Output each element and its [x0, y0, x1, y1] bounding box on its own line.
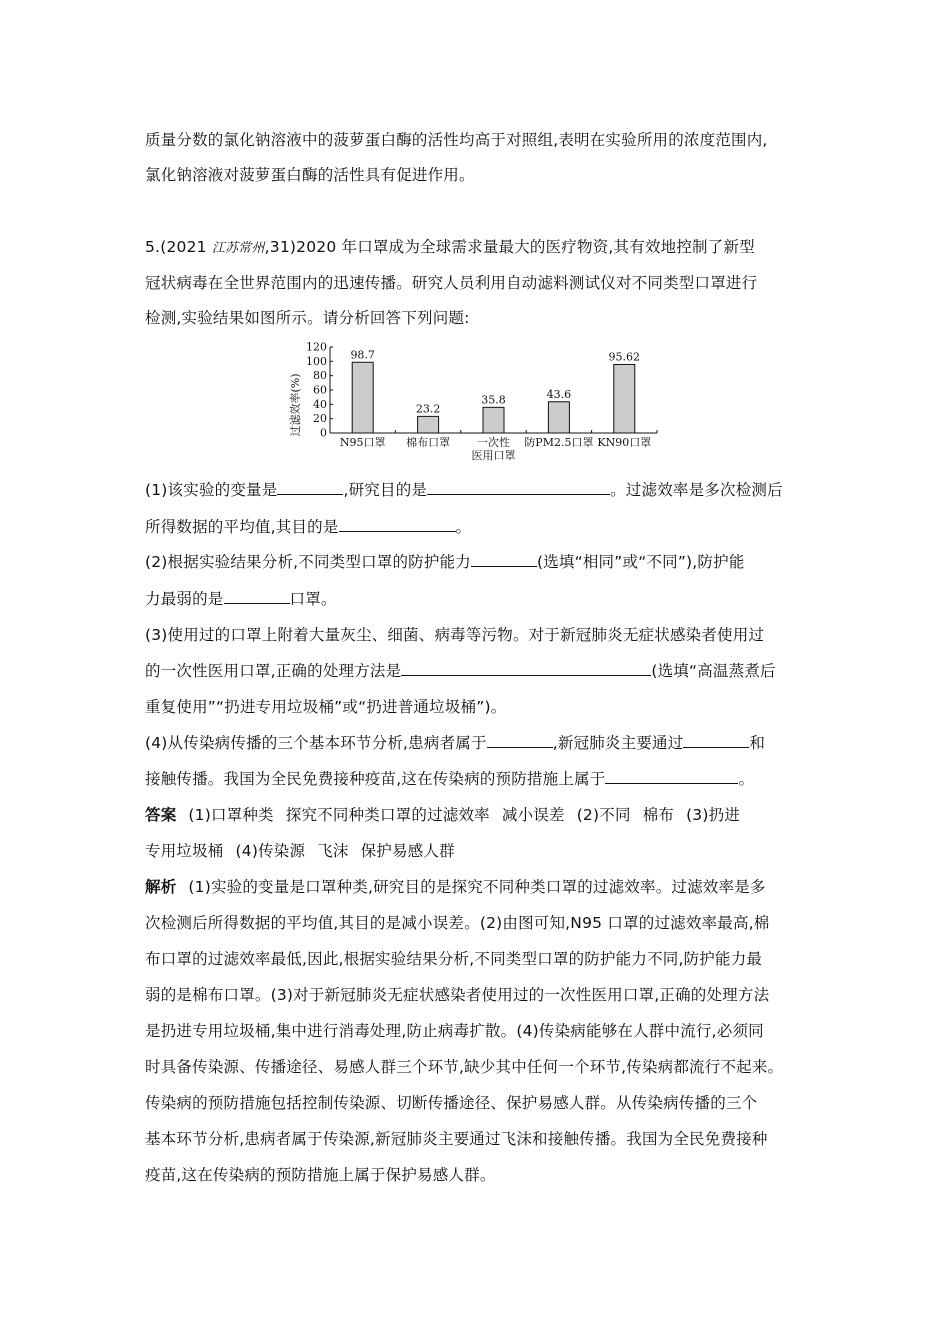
question-stem-line-2: 冠状病毒在全世界范围内的迅速传播。研究人员利用自动滤料测试仪对不同类型口罩进行: [145, 274, 758, 292]
q2-line-1: [145, 550, 745, 572]
q2-blank-weakest[interactable]: [224, 589, 290, 604]
y-tick-label: 120: [306, 340, 327, 354]
q1-line-2: [145, 515, 471, 537]
answer-label: 答案: [145, 806, 177, 824]
analysis-line-3: 布口罩的过滤效率最低,因此,根据实验结果分析,不同类型口罩的防护能力不同,防护能力最: [145, 950, 763, 968]
answer-item-6: (3)扔进: [686, 806, 741, 824]
q2-text-c: 力最弱的是: [145, 590, 224, 608]
y-tick-label: 0: [320, 426, 327, 440]
q1-blank-purpose[interactable]: [427, 480, 610, 495]
bar: [418, 416, 439, 433]
analysis-line-9: 疫苗,这在传染病的预防措施上属于保护易感人群。: [145, 1166, 496, 1184]
bar-value-label: 35.8: [481, 393, 506, 407]
question-stem-line-1: [145, 235, 755, 257]
analysis-line-8: 基本环节分析,患病者属于传染源,新冠肺炎主要通过飞沫和接触传播。我国为全民免费接种: [145, 1130, 768, 1148]
answer-line-2: [145, 839, 455, 861]
q2-line-2: [145, 587, 337, 609]
answer-item-8: (4)传染源: [235, 842, 306, 860]
q2-text-b: (选填“相同”或“不同”),防护能: [536, 553, 745, 571]
answer-item-4: (2)不同: [576, 806, 631, 824]
filtration-efficiency-bar-chart: [285, 338, 685, 466]
q3-text-b: 的一次性医用口罩,正确的处理方法是: [145, 662, 402, 680]
bar: [614, 364, 635, 433]
q3-line-1: (3)使用过的口罩上附着大量灰尘、细菌、病毒等污物。对于新冠肺炎无症状感染者使用过: [145, 626, 765, 644]
q4-line-1: [145, 731, 765, 753]
answer-item-9: 飞沫: [317, 842, 349, 860]
chart-bars: [350, 348, 640, 433]
x-category-label: 医用口罩: [471, 449, 516, 462]
x-category-label: 一次性: [477, 436, 510, 449]
intro-line-2: 氯化钠溶液对菠萝蛋白酶的活性具有促进作用。: [145, 166, 475, 184]
bar-value-label: 98.7: [350, 348, 375, 362]
q1-blank-variable[interactable]: [277, 480, 343, 495]
answer-item-3: 减小误差: [501, 806, 565, 824]
bar: [352, 362, 373, 433]
x-category-label: 防PM2.5口罩: [524, 436, 594, 449]
chart-y-axis-label: 过滤效率(%): [289, 373, 302, 437]
q3-line-2: [145, 659, 776, 681]
bar-value-label: 43.6: [546, 387, 572, 401]
intro-line-1: 质量分数的氯化钠溶液中的菠萝蛋白酶的活性均高于对照组,表明在实验所用的浓度范围内,: [145, 131, 768, 149]
y-tick-label: 20: [313, 412, 327, 426]
analysis-line-1: [145, 875, 766, 897]
analysis-label: 解析: [145, 878, 177, 896]
answer-item-7: 专用垃圾桶: [145, 842, 224, 860]
q4-text-d: 接触传播。我国为全民免费接种疫苗,这在传染病的预防措施上属于: [145, 770, 606, 788]
y-tick-label: 60: [313, 383, 327, 397]
q4-blank-link[interactable]: [487, 733, 553, 748]
q4-blank-measure[interactable]: [605, 769, 738, 784]
q2-text-a: (2)根据实验结果分析,不同类型口罩的防护能力: [145, 553, 471, 571]
answer-item-10: 保护易感人群: [360, 842, 455, 860]
analysis-line-2: 次检测后所得数据的平均值,其目的是减小误差。(2)由图可知,N95 口罩的过滤效率最高,棉: [145, 914, 770, 932]
q4-text-c: 和: [749, 734, 766, 752]
analysis-line-6: 时具备传染源、传播途径、易感人群三个环节,缺少其中任何一个环节,传染病都流行不起来。: [145, 1058, 784, 1076]
q1-blank-aim[interactable]: [339, 517, 456, 532]
analysis-line-5: 是扔进专用垃圾桶,集中进行消毒处理,防止病毒扩散。(4)传染病能够在人群中流行,必须同: [145, 1022, 764, 1040]
analysis-line-4: 弱的是棉布口罩。(3)对于新冠肺炎无症状感染者使用过的一次性医用口罩,正确的处理方法: [145, 986, 770, 1004]
answer-item-1: (1)口罩种类: [188, 806, 274, 824]
answer-line-1: [145, 803, 740, 825]
bar: [548, 402, 569, 433]
q1-text-b: ,研究目的是: [343, 481, 428, 499]
chart-x-axis: [330, 430, 657, 462]
q1-text-d: 所得数据的平均值,其目的是: [145, 518, 339, 536]
q3-blank-method[interactable]: [401, 661, 651, 676]
question-source-open: (2021: [160, 238, 212, 256]
y-tick-label: 40: [313, 397, 327, 411]
q4-line-2: [145, 767, 754, 789]
bar: [483, 407, 504, 433]
question-source-close: ,31): [264, 238, 297, 256]
q3-line-3: 重复使用”“扔进专用垃圾桶”或“扔进普通垃圾桶”)。: [145, 698, 507, 716]
q4-text-b: ,新冠肺炎主要通过: [552, 734, 684, 752]
q1-line-1: [145, 478, 783, 500]
question-source-place: 江苏常州: [211, 241, 265, 256]
q4-blank-route[interactable]: [683, 733, 749, 748]
bar-value-label: 95.62: [608, 350, 641, 364]
answer-item-2: 探究不同种类口罩的过滤效率: [285, 806, 490, 824]
bar-value-label: 23.2: [415, 402, 441, 416]
analysis-line-7: 传染病的预防措施包括控制传染源、切断传播途径、保护易感人群。从传染病传播的三个: [145, 1094, 758, 1112]
q2-blank-ability[interactable]: [471, 552, 537, 567]
q3-text-c: (选填“高温蒸煮后: [651, 662, 776, 680]
answer-item-5: 棉布: [642, 806, 675, 824]
chart-y-axis: [306, 341, 333, 440]
q1-text-e: 。: [455, 518, 472, 536]
q1-text-c: 。过滤效率是多次检测后: [610, 481, 783, 499]
q2-text-d: 口罩。: [289, 590, 337, 608]
q4-text-e: 。: [738, 770, 755, 788]
question-stem-text-1: 2020 年口罩成为全球需求量最大的医疗物资,其有效地控制了新型: [296, 238, 755, 256]
question-stem-line-3: 检测,实验结果如图所示。请分析回答下列问题:: [145, 309, 470, 327]
y-tick-label: 80: [313, 369, 327, 383]
x-category-label: KN90口罩: [597, 436, 652, 449]
question-number: 5.: [145, 238, 161, 256]
analysis-text-1: (1)实验的变量是口罩种类,研究目的是探究不同种类口罩的过滤效率。过滤效率是多: [188, 878, 766, 896]
x-category-label: 棉布口罩: [406, 436, 451, 449]
q1-text-a: (1)该实验的变量是: [145, 481, 278, 499]
q4-text-a: (4)从传染病传播的三个基本环节分析,患病者属于: [145, 734, 487, 752]
y-tick-label: 100: [306, 354, 327, 368]
x-category-label: N95口罩: [339, 436, 386, 449]
